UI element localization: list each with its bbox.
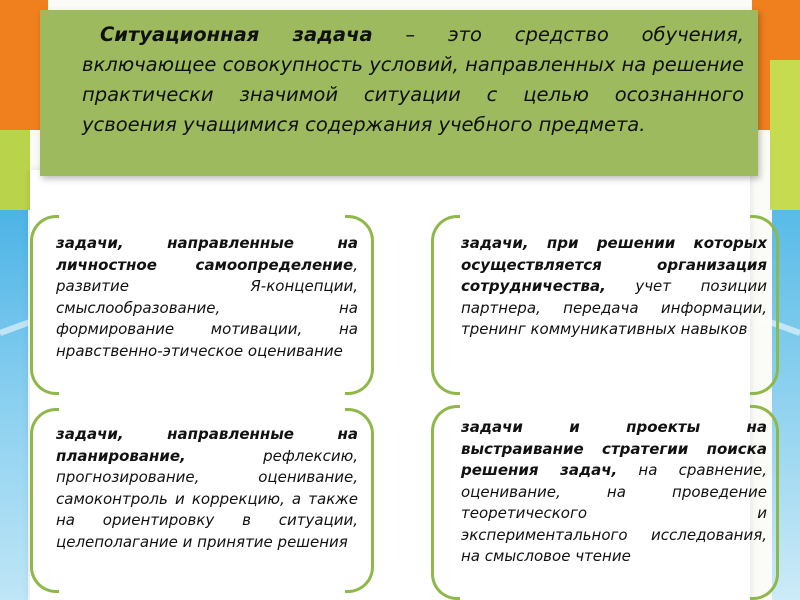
bracket-right [750,215,779,395]
definition-body: – это средство обучения, включающее совокупность условий, направленных на решение практически значимой ситуации с целью осознанного усвоения учащимися содержания учебного предмета. [82,23,744,136]
bracket-right [750,405,779,600]
task-card-planning [40,408,366,593]
card-body: , развитие Я-концепции, смыслообразование, на формирование мотивации, на нравственно-этическое оценивание [56,255,358,360]
bracket-right [345,408,374,593]
background-green-right [770,60,800,210]
card-body: рефлексию, прогнозирование, оценивание, самоконтроль и коррекцию, а также на ориентировку в ситуации, целеполагание и принятие решения [56,446,358,551]
card-body: учет позиции партнера, передача информации, тренинг коммуникативных навыков [461,277,767,338]
bracket-left [431,405,460,600]
card-text [40,424,358,553]
task-card-self-determination [40,215,366,395]
card-text [40,233,358,362]
bracket-left [30,215,59,395]
card-body: на сравнение, оценивание, на проведение теоретического и экспериментального исследования, на смысловое чтение [461,461,767,565]
background-green-left [0,130,30,210]
card-title: задачи и проекты на выстраивание стратегии поиска решения задач, [461,418,767,479]
bracket-left [431,215,460,395]
card-text [445,417,767,568]
card-title: задачи, направленные на личностное самоопределение [56,234,358,274]
task-card-cooperation [445,215,767,395]
bracket-left [30,408,59,593]
definition-text [82,20,744,140]
task-card-strategy [445,405,767,600]
definition-box [40,10,758,176]
definition-term: Ситуационная задача [100,23,373,46]
card-title: задачи, направленные на планирование, [56,425,358,465]
card-text [445,233,767,341]
background-blue-left [0,210,28,600]
bracket-right [345,215,374,395]
card-title: задачи, при решении которых осуществляется организация сотрудничества, [461,234,767,295]
